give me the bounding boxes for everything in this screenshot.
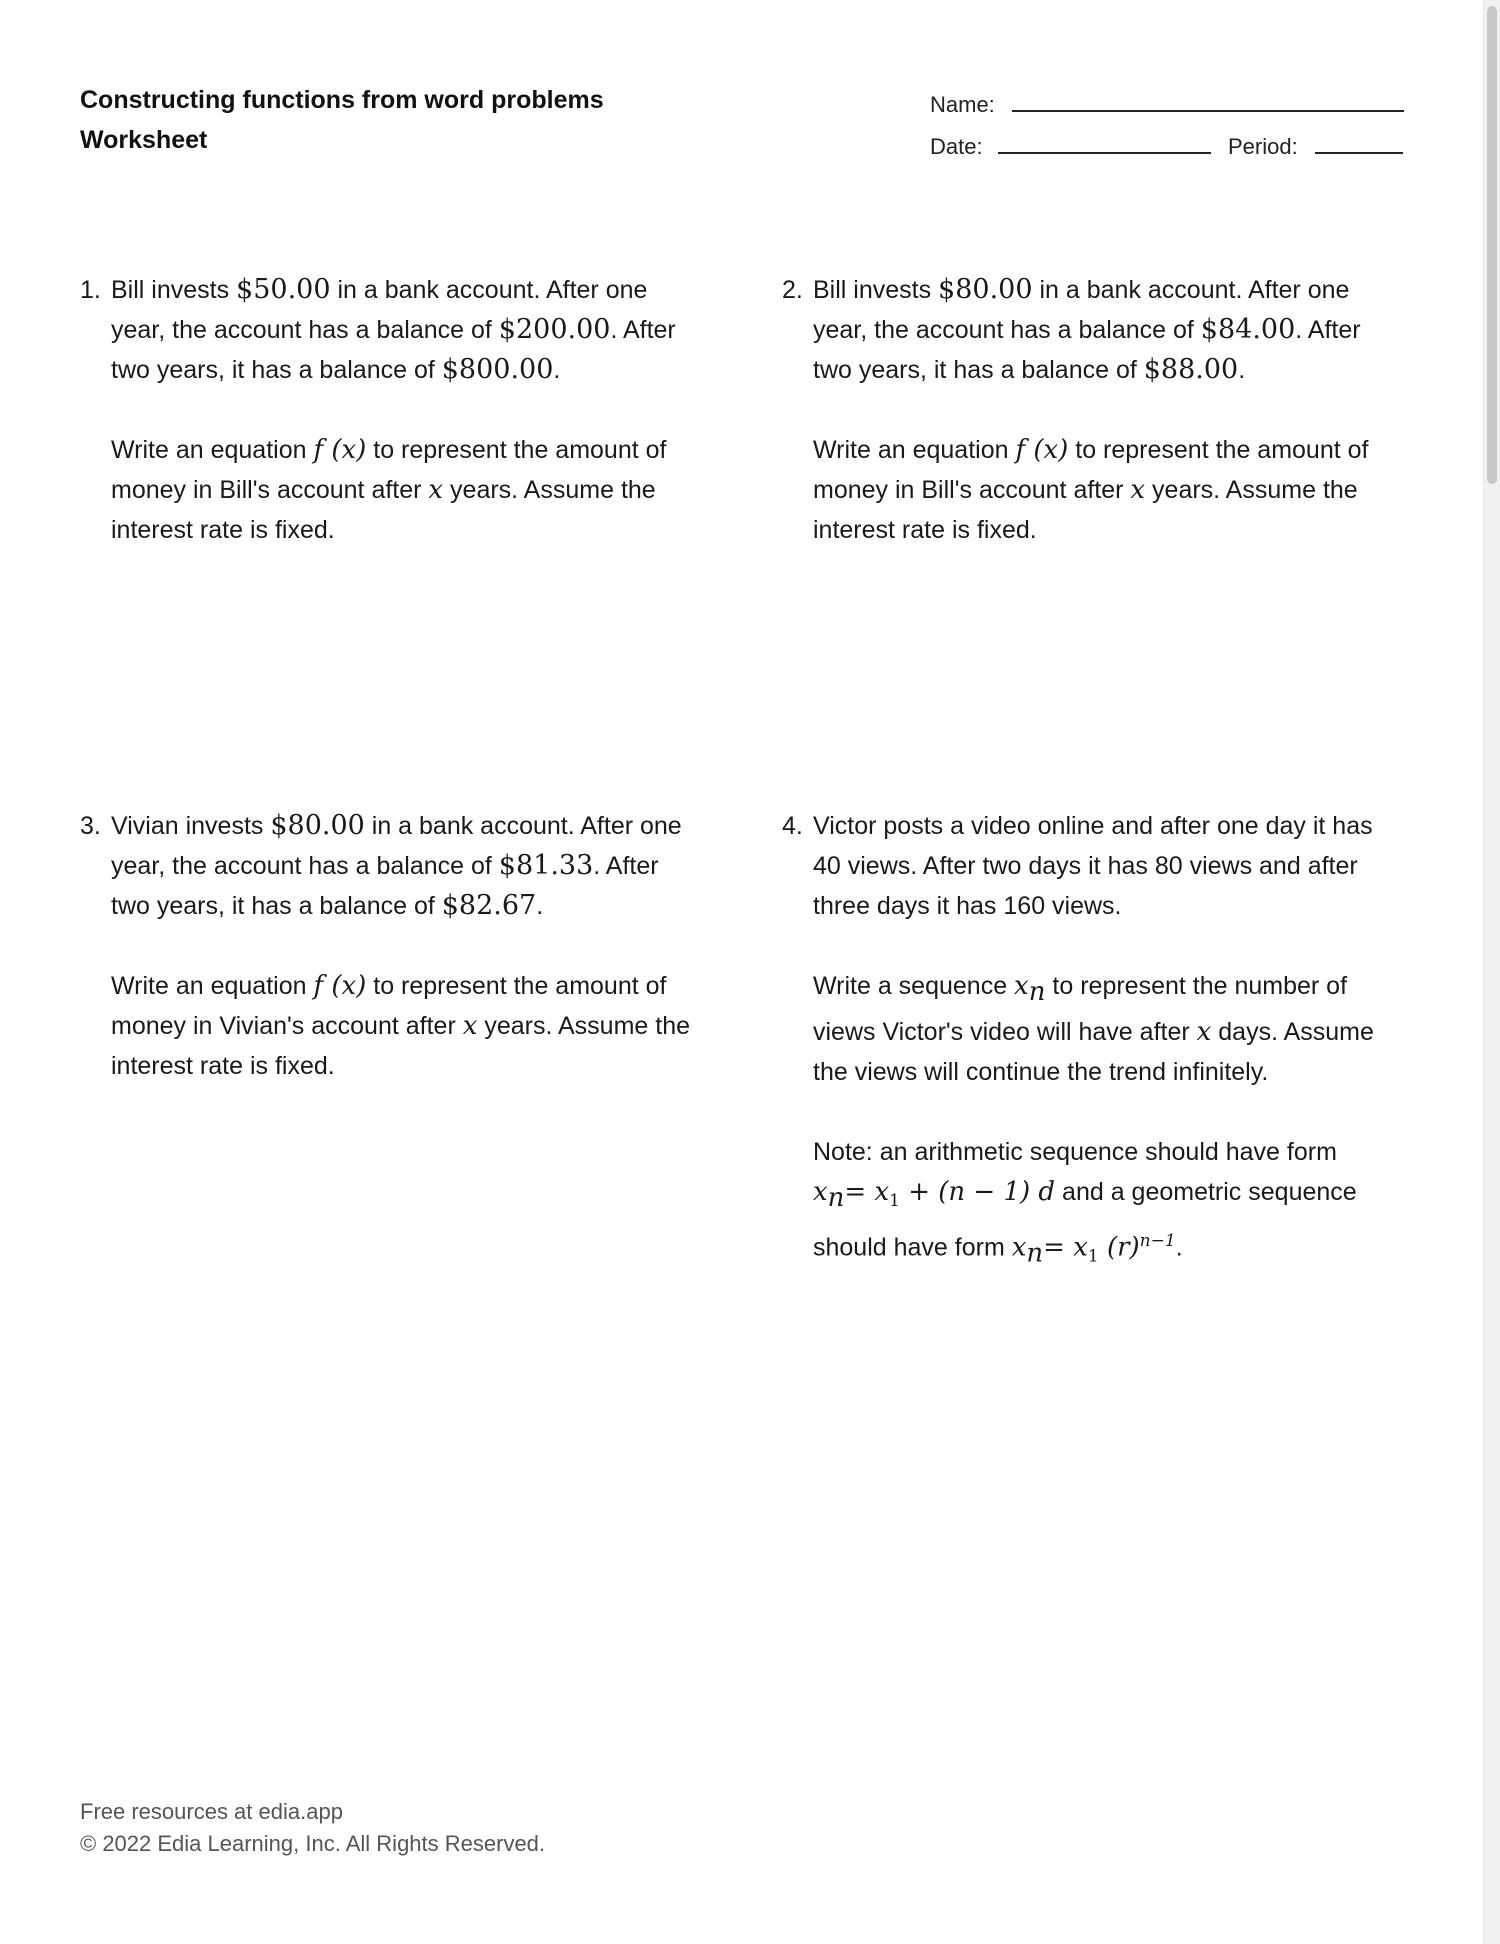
problem-statement: Bill invests $80.00 in a bank account. After one year, the account has a balance of $84.00. After two years, it has a balance of $88.00. (813, 274, 1361, 385)
scrollbar-thumb[interactable] (1487, 6, 1497, 484)
scrollbar[interactable] (1483, 0, 1500, 1944)
geometric-formula: = x (1043, 1232, 1088, 1263)
problem-2 (782, 270, 1402, 590)
period-field-line[interactable] (1315, 152, 1403, 154)
name-field-line[interactable] (1012, 110, 1404, 112)
problem-question: Write an equation f (x) to represent the amount of money in Bill's account after x years. Assume the interest rate is fixed. (111, 435, 667, 544)
problem-number: 1. (80, 276, 101, 304)
problem-question: Write a sequence $x_n$ to represent the number of views Victor's video will have after x days. Assume the views will continue the trend infinitely. (813, 971, 1374, 1086)
problem-question: Write an equation f (x) to represent the amount of money in Bill's account after x years. Assume the interest rate is fixed. (813, 435, 1369, 544)
name-label: Name: (930, 92, 995, 117)
title-line-2: Worksheet (80, 126, 208, 154)
problem-number: 3. (80, 812, 101, 840)
problem-statement: Vivian invests $80.00 in a bank account. After one year, the account has a balance of $81.33. After two years, it has a balance of $82.67. (111, 810, 682, 921)
footer-resources: Free resources at edia.app (80, 1799, 343, 1824)
footer-copyright: © 2022 Edia Learning, Inc. All Rights Reserved. (80, 1831, 546, 1856)
problem-question: Write an equation f (x) to represent the amount of money in Vivian's account after x years. Assume the interest rate is fixed. (111, 971, 691, 1080)
problem-number: 2. (782, 276, 803, 304)
worksheet-title (80, 80, 604, 160)
problem-4 (782, 806, 1402, 1316)
problem-number: 4. (782, 812, 803, 840)
period-label: Period: (1228, 134, 1298, 159)
problem-1 (80, 270, 700, 590)
footer (80, 1796, 545, 1860)
date-label: Date: (930, 134, 983, 159)
date-field-line[interactable] (998, 152, 1211, 154)
title-line-1: Constructing functions from word problems (80, 86, 604, 114)
sequence-note: Note: an arithmetic sequence should have form $x_n= x_1 + (n - 1)$ d and a geometric sequence should have form $x_n= x_1$ $(r)^{n-1}$. (813, 1138, 1357, 1269)
problem-3 (80, 806, 700, 1126)
problem-statement: Victor posts a video online and after one day it has 40 views. After two days it has 80 views and after three days it has 160 views. (813, 812, 1373, 920)
problem-statement: Bill invests $50.00 in a bank account. After one year, the account has a balance of $200.00. After two years, it has a balance of $800.00. (111, 274, 676, 385)
arithmetic-formula: = x (844, 1177, 890, 1207)
